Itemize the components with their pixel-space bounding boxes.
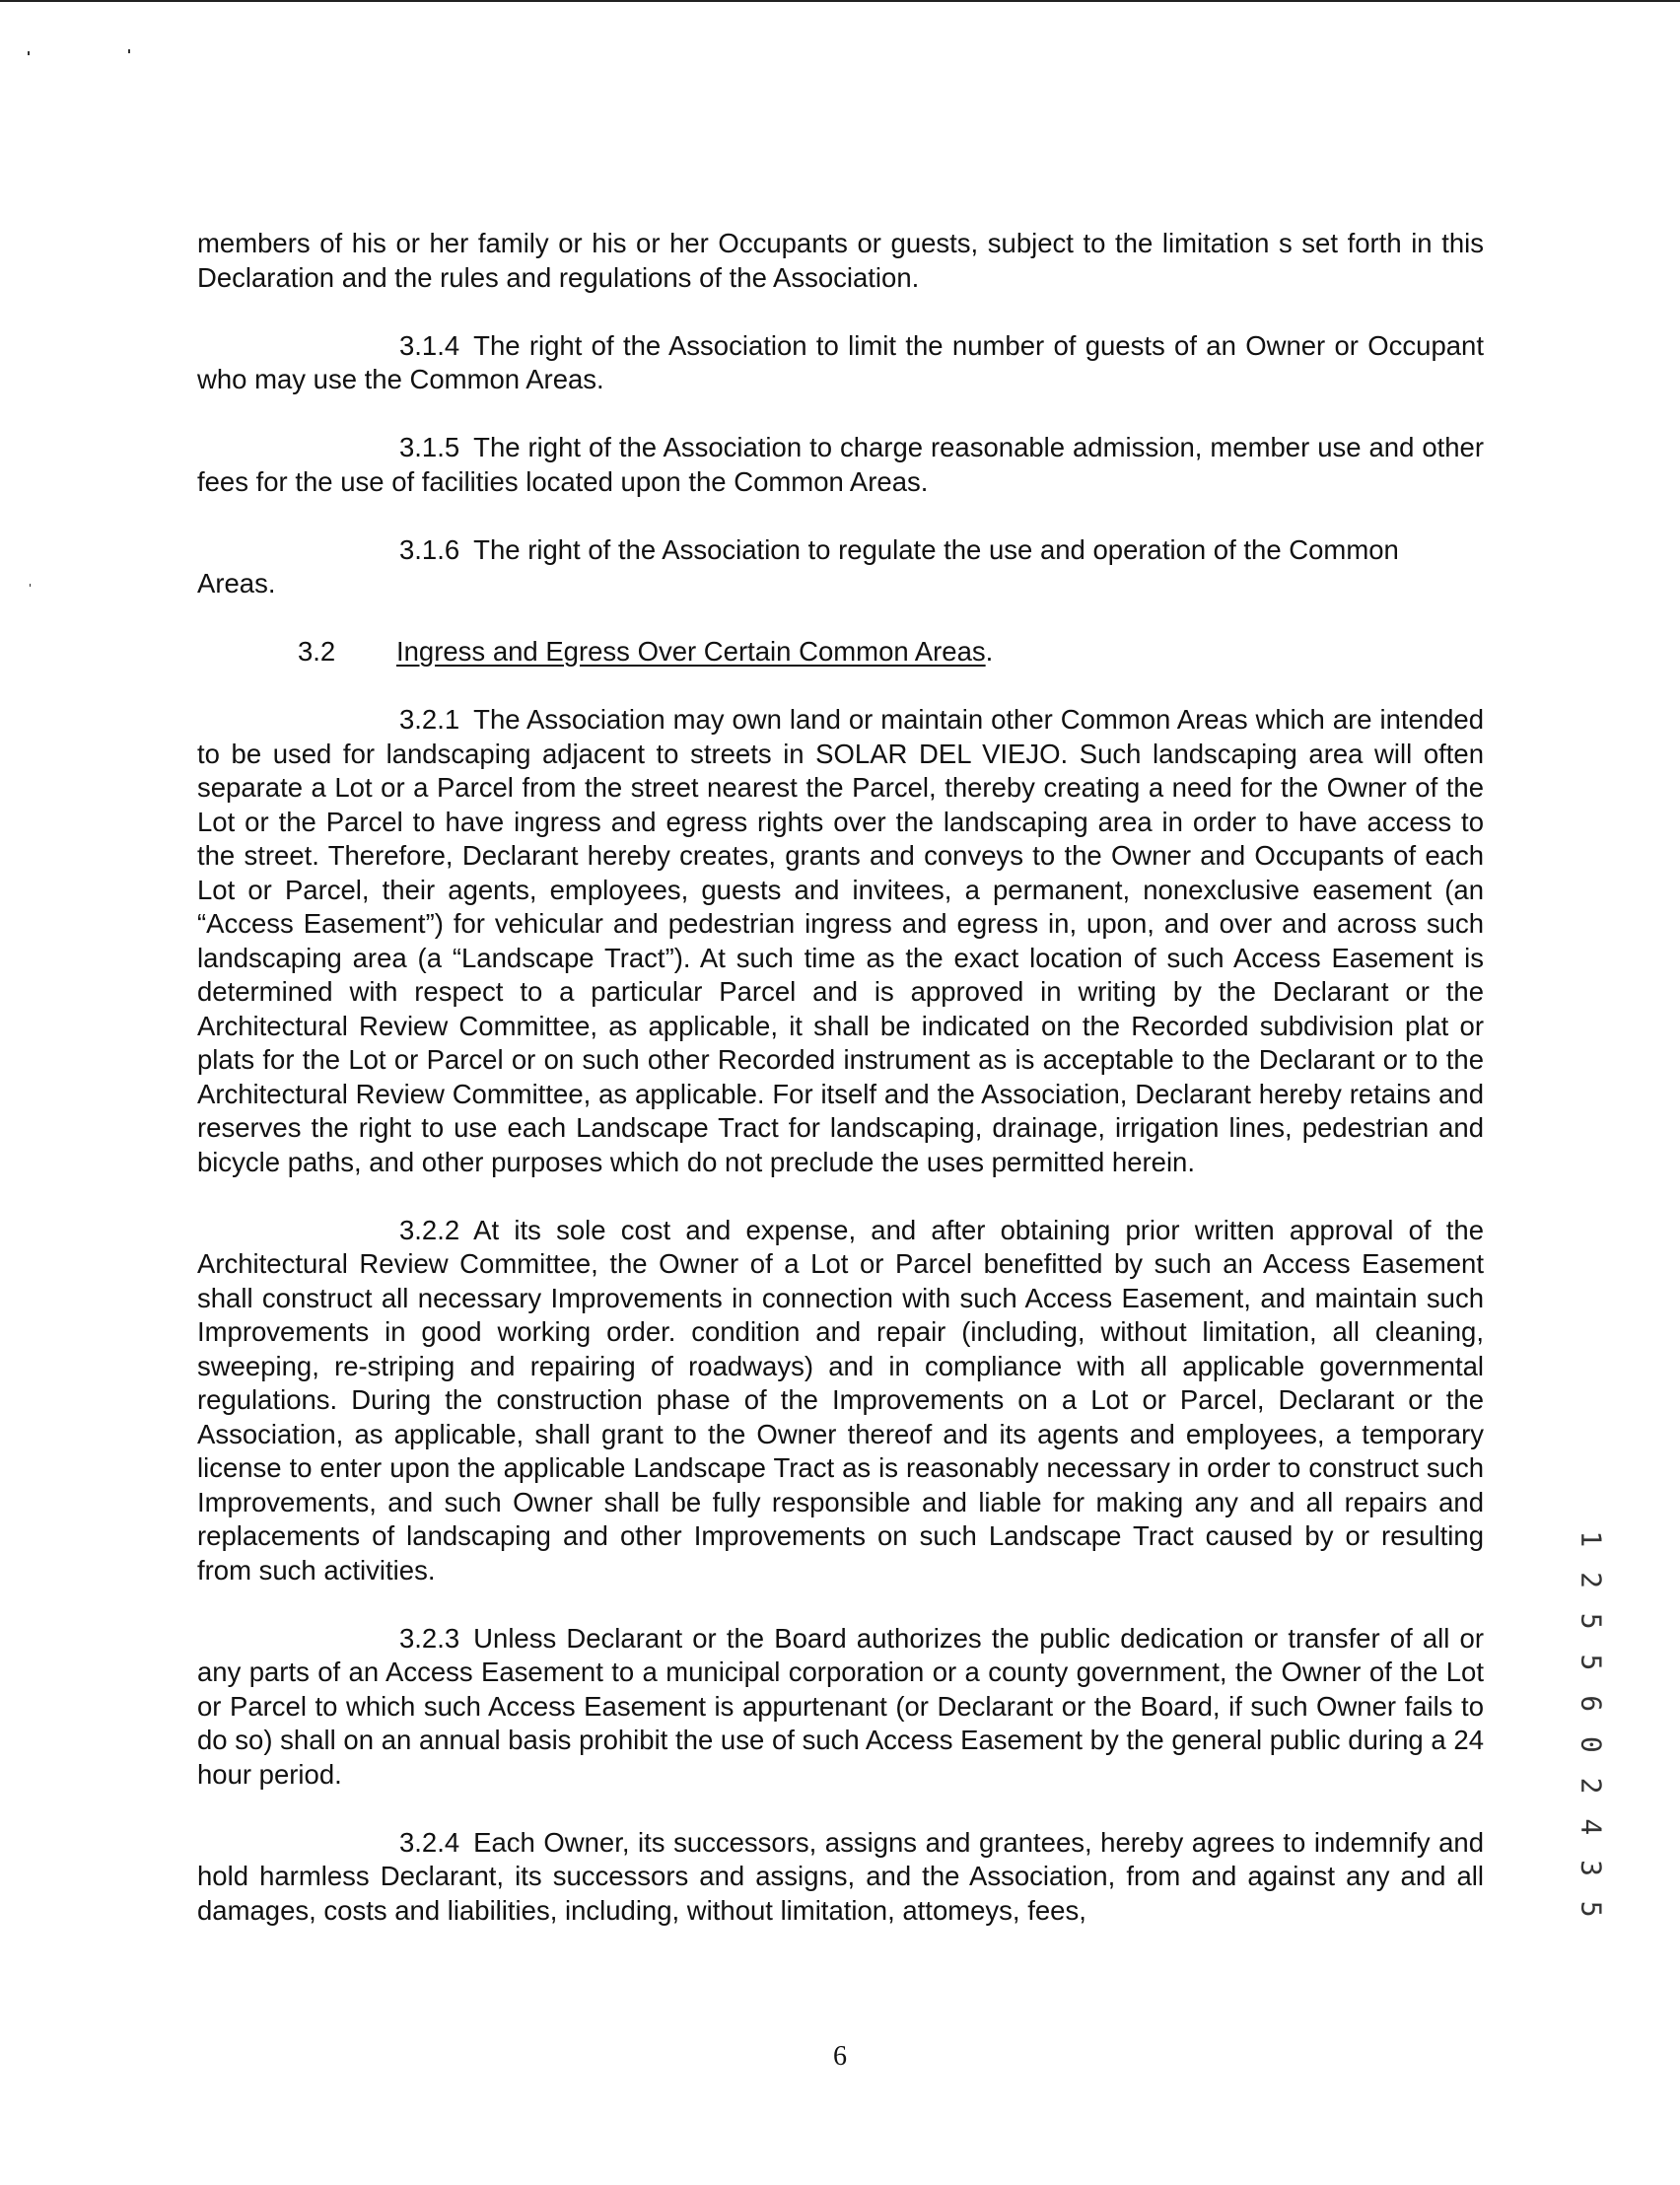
paragraph-3-2-1 — [197, 703, 1484, 1179]
paragraph-3-1-6-continuation — [197, 567, 1484, 601]
top-border — [0, 0, 1680, 2]
paragraph-3-1-5 — [197, 431, 1484, 499]
clause-number: 3.1.4 — [399, 329, 460, 361]
clause-number: 3.1.5 — [399, 432, 460, 462]
paragraph-text: Unless Declarant or the Board authorizes the public dedication or transfer of all or any parts of an Access Easement to a municipal corporation or a county government, the Owner of the Lot or Parcel to which such Access Easement is appurtenant (or Declarant or the Board, if such Owner fails to do so) shall on an annual basis prohibit the use of such Access Easement by the general public during a 24 hour period. — [197, 1622, 1484, 1790]
section-heading-3-2 — [197, 635, 1484, 670]
paragraph-3-1-4 — [197, 329, 1484, 397]
scan-speck — [28, 51, 30, 55]
scan-speck — [30, 584, 31, 587]
clause-number: 3.2.2 — [399, 1214, 460, 1245]
document-body — [197, 227, 1484, 1928]
paragraph-text: The right of the Association to limit the number of guests of an Owner or Occupant who may use the Common Areas. — [197, 329, 1484, 394]
paragraph-3-2-4 — [197, 1826, 1484, 1929]
stamp-text: 1 2 5 5 6 0 2 4 3 5 — [1575, 1529, 1608, 1922]
paragraph-text: At its sole cost and expense, and after obtaining prior written approval of the Architectural Review Committee, the Owner of a Lot or Parcel benefitted by such an Access Easement shall construct all necessary Improvements in connection with such Access Easement, and maintain such Improvements in good working order. condition and repair (including, without limitation, all cleaning, sweeping, re-striping and repairing of roadways) and in compliance with all applicable governmental regulations. During the construction phase of the Improvements on a Lot or Parcel, Declarant or the Association, as applicable, shall grant to the Owner thereof and its agents and employees, a temporary license to enter upon the applicable Landscape Tract as is reasonably necessary in order to construct such Improvements, and such Owner shall be fully responsible and liable for making any and all repairs and replacements of landscaping and other Improvements on such Landscape Tract caused by or resulting from such activities. — [197, 1214, 1484, 1586]
paragraph-text: Areas. — [197, 568, 276, 599]
paragraph-3-2-2 — [197, 1214, 1484, 1588]
paragraph-text: members of his or her family or his or her Occupants or guests, subject to the limitation s set forth in this Declaration and the rules and regulations of the Association. — [197, 228, 1484, 293]
paragraph-3-1-6 — [197, 533, 1484, 568]
paragraph-text: The right of the Association to regulate the use and operation of the Common — [473, 533, 1399, 565]
section-title: Ingress and Egress Over Certain Common Areas — [396, 636, 986, 667]
page-number: 6 — [833, 2041, 847, 2072]
clause-number: 3.2.1 — [399, 704, 460, 735]
clause-number: 3.2.3 — [399, 1622, 460, 1654]
paragraph-text: The right of the Association to charge reasonable admission, member use and other fees for the use of facilities located upon the Common Areas. — [197, 432, 1484, 497]
scan-speck — [128, 49, 130, 53]
clause-number: 3.1.6 — [399, 533, 460, 565]
paragraph-text: The Association may own land or maintain other Common Areas which are intended to be used for landscaping adjacent to streets in SOLAR DEL VIEJO. Such landscaping area will often separate a Lot or a Parcel from the street nearest the Parcel, thereby creating a need for the Owner of the Lot or the Parcel to have ingress and egress rights over the landscaping area in order to have access to the street. Therefore, Declarant hereby creates, grants and conveys to the Owner and Occupants of each Lot or Parcel, their agents, employees, guests and invitees, a permanent, nonexclusive easement (an “Access Easement”) for vehicular and pedestrian ingress and egress in, upon, and over and across such landscaping area (a “Landscape Tract”). At such time as the exact location of such Access Easement is determined with respect to a particular Parcel and is approved in writing by the Declarant or the Architectural Review Committee, as applicable, it shall be indicated on the Recorded subdivision plat or plats for the Lot or Parcel or on such other Recorded instrument as is acceptable to the Declarant or to the Architectural Review Committee, as applicable. For itself and the Association, Declarant hereby retains and reserves the right to use each Landscape Tract for landscaping, drainage, irrigation lines, pedestrian and bicycle paths, and other purposes which do not preclude the uses permitted herein. — [197, 704, 1484, 1177]
section-title-period: . — [985, 636, 994, 667]
section-number: 3.2 — [298, 636, 336, 667]
paragraph-3-2-3 — [197, 1622, 1484, 1793]
recording-number-stamp — [1572, 1529, 1611, 1922]
paragraph-text: Each Owner, its successors, assigns and grantees, hereby agrees to indemnify and hold harmless Declarant, its successors and assigns, and the Association, from and against any and all damages, costs and liabilities, including, without limitation, attomeys, fees, — [197, 1826, 1484, 1926]
clause-number: 3.2.4 — [399, 1826, 460, 1858]
paragraph-continuation — [197, 227, 1484, 295]
